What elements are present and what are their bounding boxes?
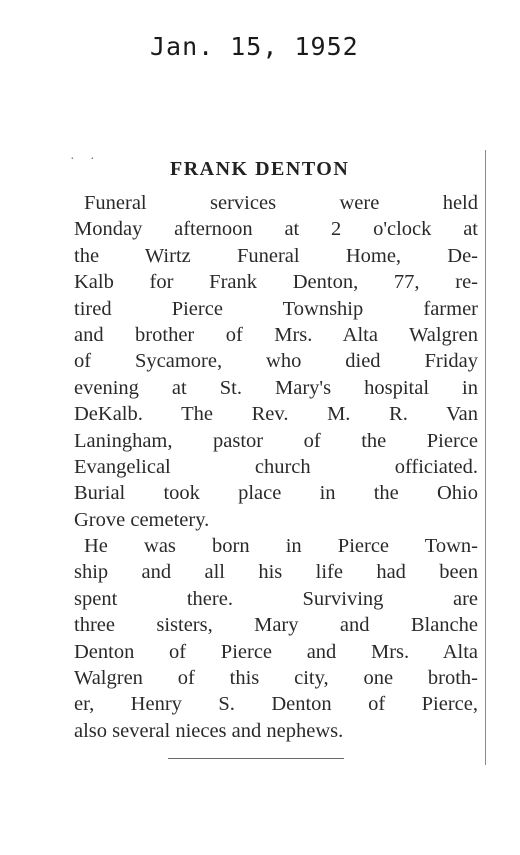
text-line: Kalb for Frank Denton, 77, re-: [74, 271, 478, 294]
text-line: Walgren of this city, one broth-: [74, 667, 478, 690]
text-line: tired Pierce Township farmer: [74, 297, 478, 320]
text-line: spent there. Surviving are: [74, 587, 478, 610]
text-line: He was born in Pierce Town-: [84, 535, 478, 558]
text-line: also several nieces and nephews.: [74, 719, 344, 742]
speck-mark: ·: [90, 152, 95, 167]
text-line: Monday afternoon at 2 o'clock at: [74, 218, 478, 241]
text-line: evening at St. Mary's hospital in: [74, 376, 478, 399]
speck-mark: ·: [70, 152, 75, 167]
obituary-headline: FRANK DENTON: [170, 158, 350, 180]
text-line: Denton of Pierce and Mrs. Alta: [74, 640, 478, 663]
bottom-divider: [168, 758, 344, 759]
text-line: Burial took place in the Ohio: [74, 482, 478, 505]
obituary-body: [74, 190, 478, 744]
text-line: the Wirtz Funeral Home, De-: [74, 244, 478, 267]
text-line: Evangelical church officiated.: [74, 455, 478, 478]
text-line: three sisters, Mary and Blanche: [74, 614, 478, 637]
text-line: Laningham, pastor of the Pierce: [74, 429, 478, 452]
text-line: DeKalb. The Rev. M. R. Van: [74, 403, 478, 426]
text-line: Grove cemetery.: [74, 508, 210, 531]
text-line: and brother of Mrs. Alta Walgren: [74, 323, 478, 346]
clipping-date: Jan. 15, 1952: [150, 32, 359, 61]
text-line: Funeral services were held: [84, 192, 478, 214]
text-line: er, Henry S. Denton of Pierce,: [74, 693, 478, 716]
text-line: of Sycamore, who died Friday: [74, 350, 478, 373]
text-line: ship and all his life had been: [74, 561, 478, 584]
column-rule: [485, 150, 486, 765]
